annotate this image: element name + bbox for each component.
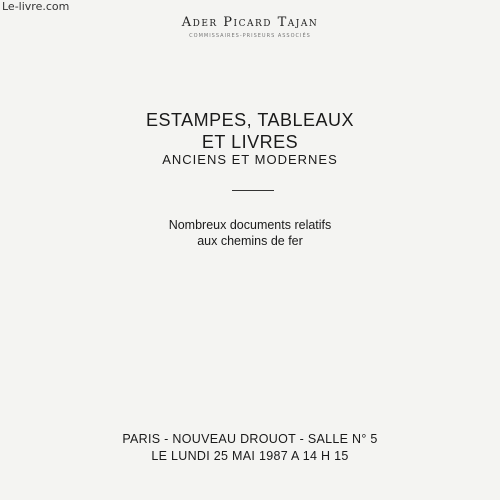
watermark: Le-livre.com (2, 0, 70, 13)
venue-date: LE LUNDI 25 MAI 1987 A 14 H 15 (151, 449, 349, 463)
subtitle-line-1: Nombreux documents relatifs (168, 218, 332, 232)
title-divider (232, 190, 274, 191)
publisher-subline: COMMISSAIRES-PRISEURS ASSOCIÉS (189, 33, 311, 39)
title-line-3: ANCIENS ET MODERNES (162, 152, 338, 167)
venue-location: PARIS - NOUVEAU DROUOT - SALLE N° 5 (122, 432, 378, 446)
publisher-name: Ader Picard Tajan (181, 15, 319, 30)
subtitle-line-2: aux chemins de fer (197, 234, 303, 248)
title-line-1: ESTAMPES, TABLEAUX (145, 110, 355, 130)
title-line-2: ET LIVRES (201, 132, 299, 152)
